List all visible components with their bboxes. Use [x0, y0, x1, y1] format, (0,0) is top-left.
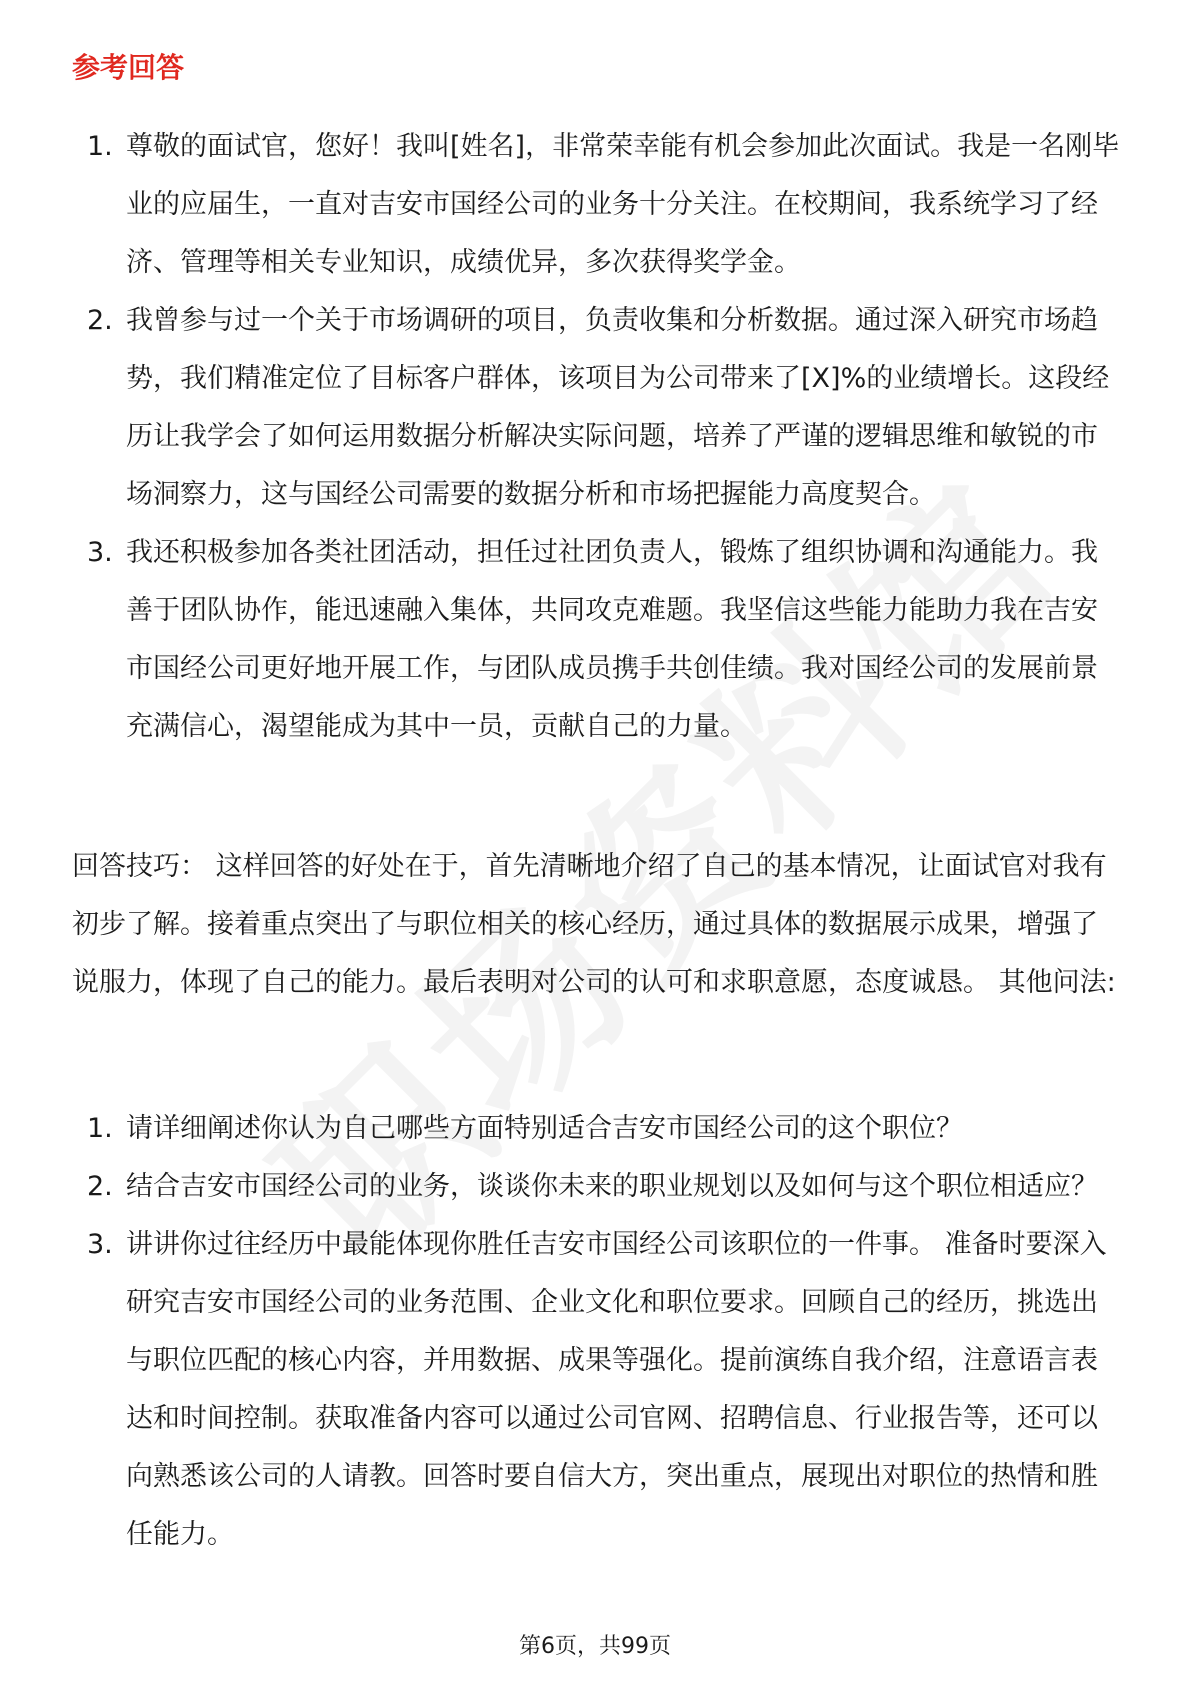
section-heading: 参考回答	[72, 51, 185, 84]
list-item	[72, 118, 1122, 292]
list-number: 3.	[87, 1229, 113, 1260]
list-item	[72, 524, 1122, 756]
list-number: 2.	[87, 305, 113, 336]
list-item	[72, 1216, 1122, 1564]
list-item	[72, 1100, 1122, 1158]
tips-paragraph: 回答技巧： 这样回答的好处在于，首先清晰地介绍了自己的基本情况，让面试官对我有初步了解。接着重点突出了与职位相关的核心经历，通过具体的数据展示成果，增强了说服力，体现了自己的能力。最后表明对公司的认可和求职意愿，态度诚恳。 其他问法:	[72, 851, 1116, 998]
list-number: 3.	[87, 537, 113, 568]
list-item-text: 请详细阐述你认为自己哪些方面特别适合吉安市国经公司的这个职位？	[126, 1113, 963, 1144]
answer-list	[72, 118, 1122, 756]
list-number: 1.	[87, 1113, 113, 1144]
list-number: 2.	[87, 1171, 113, 1202]
list-item-text: 讲讲你过往经历中最能体现你胜任吉安市国经公司该职位的一件事。 准备时要深入研究吉安市国经公司的业务范围、企业文化和职位要求。回顾自己的经历，挑选出与职位匹配的核心内容，并用数据、成果等强化。提前演练自我介绍，注意语言表达和时间控制。获取准备内容可以通过公司官网、招聘信息、行业报告等，还可以向熟悉该公司的人请教。回答时要自信大方，突出重点，展现出对职位的热情和胜任能力。	[126, 1229, 1107, 1550]
list-item-text: 我曾参与过一个关于市场调研的项目，负责收集和分析数据。通过深入研究市场趋势，我们精准定位了目标客户群体，该项目为公司带来了[X]%的业绩增长。这段经历让我学会了如何运用数据分析解决实际问题，培养了严谨的逻辑思维和敏锐的市场洞察力，这与国经公司需要的数据分析和市场把握能力高度契合。	[126, 305, 1110, 510]
list-item-text: 尊敬的面试官，您好！我叫[姓名]，非常荣幸能有机会参加此次面试。我是一名刚毕业的应届生，一直对吉安市国经公司的业务十分关注。在校期间，我系统学习了经济、管理等相关专业知识，成绩优异，多次获得奖学金。	[126, 131, 1120, 278]
other-questions-list	[72, 1100, 1122, 1564]
list-number: 1.	[87, 131, 113, 162]
list-item-text: 我还积极参加各类社团活动，担任过社团负责人，锻炼了组织协调和沟通能力。我善于团队协作，能迅速融入集体，共同攻克难题。我坚信这些能力能助力我在吉安市国经公司更好地开展工作，与团队成员携手共创佳绩。我对国经公司的发展前景充满信心，渴望能成为其中一员，贡献自己的力量。	[126, 537, 1098, 742]
list-item-text: 结合吉安市国经公司的业务，谈谈你未来的职业规划以及如何与这个职位相适应？	[126, 1171, 1098, 1202]
list-item	[72, 292, 1122, 524]
page-footer: 第6页，共99页	[519, 1634, 671, 1659]
list-item	[72, 1158, 1122, 1216]
